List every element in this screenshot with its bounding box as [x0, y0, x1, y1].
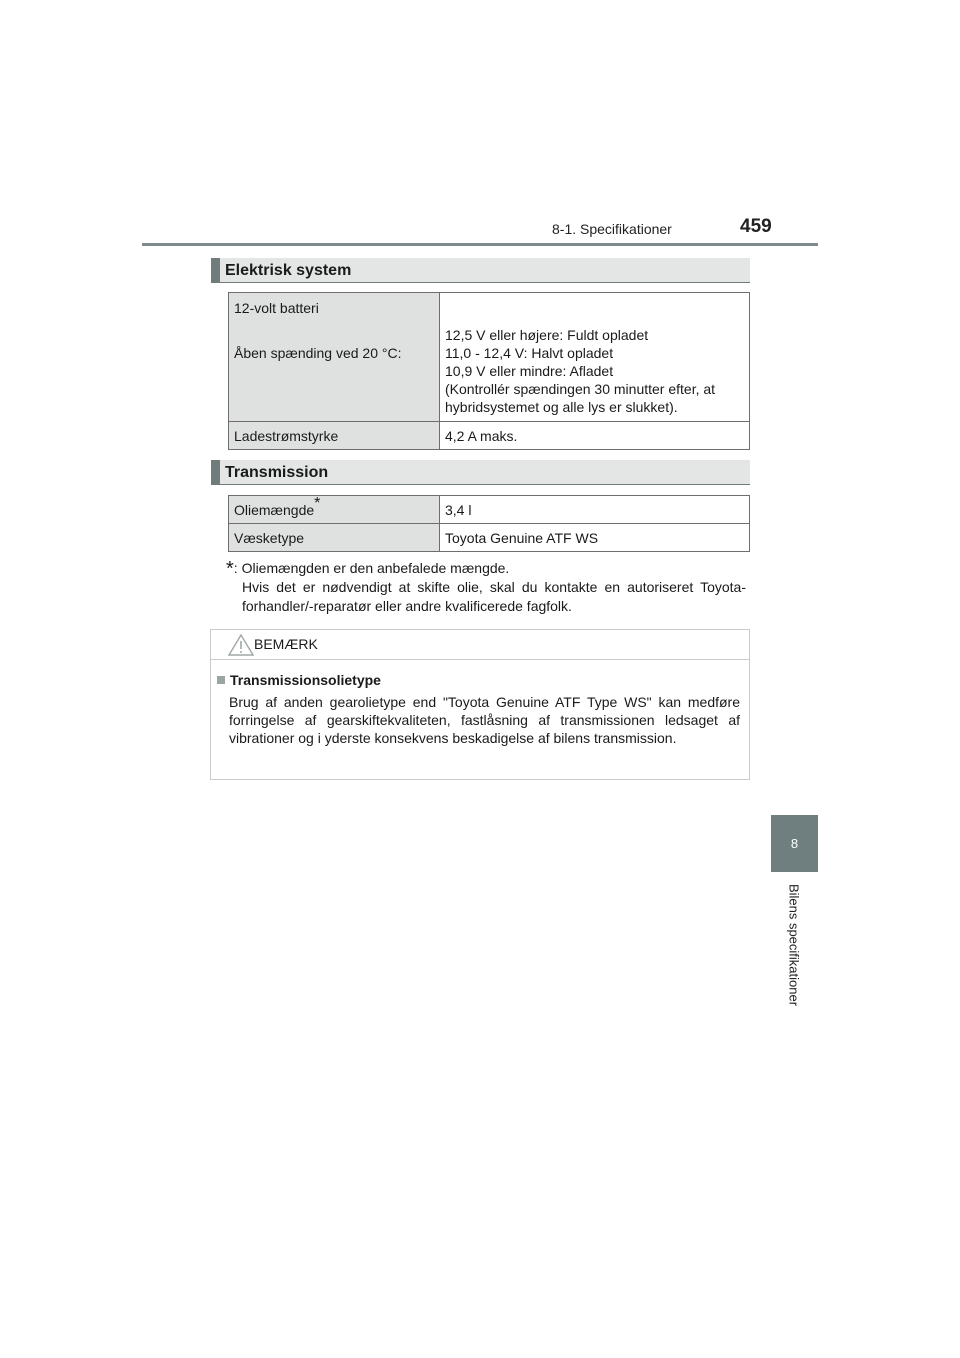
- table-cell-label: [229, 496, 440, 524]
- value-line: 12,5 V eller højere: Fuldt opladet: [445, 327, 649, 343]
- section-title: Elektrisk system: [225, 262, 352, 279]
- footnote-marker: *: [314, 494, 321, 512]
- value-line: 11,0 - 12,4 V: Halvt opladet: [445, 345, 614, 361]
- table-row: [229, 293, 750, 422]
- chapter-tab[interactable]: 8: [771, 815, 818, 872]
- table-cell-value: Toyota Genuine ATF WS: [440, 524, 750, 552]
- value-line: hybridsystemet og alle lys er slukket).: [445, 399, 678, 415]
- section-header-electrical: [211, 258, 750, 283]
- section-header-transmission: [211, 460, 750, 485]
- notice-subtitle: [217, 672, 381, 688]
- voltage-label: Åben spænding ved 20 °C:: [234, 345, 402, 361]
- notice-title: BEMÆRK: [254, 636, 318, 652]
- oil-amount-label: Oliemængde: [234, 501, 315, 518]
- table-cell-label: Ladestrømstyrke: [229, 422, 440, 450]
- battery-label: 12-volt batteri: [234, 300, 319, 316]
- value-line: (Kontrollér spændingen 30 minutter efter, at: [445, 381, 716, 397]
- header-section-title: 8-1. Specifikationer: [552, 221, 672, 237]
- footnote-line: : Oliemængden er den anbefalede mængde.: [233, 560, 510, 576]
- notice-subtitle-text: Transmissionsolietype: [230, 672, 381, 688]
- header-divider: [142, 243, 818, 246]
- notice-header: [211, 630, 749, 660]
- table-row: [229, 524, 750, 552]
- footnote-star: *: [226, 558, 234, 580]
- footnote: [226, 558, 746, 616]
- chapter-label-text: Bilens specifikationer: [786, 883, 802, 1007]
- section-title: Transmission: [225, 464, 329, 481]
- table-cell-label: [229, 293, 440, 422]
- square-bullet-icon: [217, 676, 225, 684]
- electrical-spec-table: [228, 292, 750, 450]
- notice-box: [210, 629, 750, 780]
- transmission-spec-table: [228, 495, 750, 552]
- warning-triangle-icon: [228, 634, 254, 656]
- notice-text: Brug af anden gearolietype end "Toyota Genuine ATF Type WS" kan medføre forringelse af gearskiftekvaliteten, fastlåsning af transmissionen ledsaget af vibrationer og i yderste konsekvens beskadigelse af bilens transmission.: [229, 694, 740, 746]
- table-row: [229, 496, 750, 524]
- footnote-body: Hvis det er nødvendigt at skifte olie, skal du kontakte en autoriseret Toyota-forhandler/-reparatør eller andre kvalificerede fagfolk.: [242, 579, 746, 614]
- table-row: [229, 422, 750, 450]
- value-line: 10,9 V eller mindre: Afladet: [445, 363, 614, 379]
- table-cell-value: [440, 293, 750, 422]
- table-cell-value: 4,2 A maks.: [440, 422, 750, 450]
- table-cell-label: Væsketype: [229, 524, 440, 552]
- page-number: 459: [740, 216, 772, 237]
- table-cell-value: 3,4 l: [440, 496, 750, 524]
